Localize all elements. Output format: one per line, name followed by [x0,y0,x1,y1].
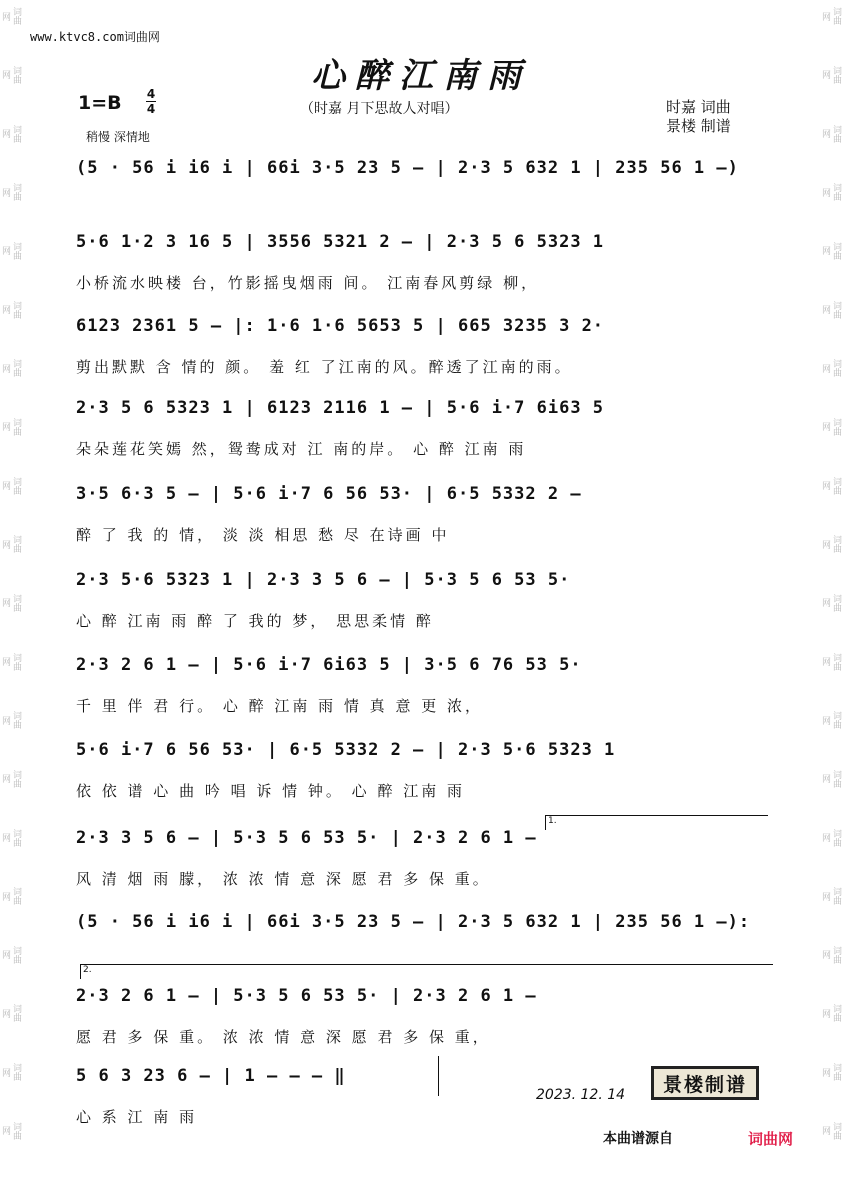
lyrics-line: 心 系 江 南 雨 [76,1108,198,1126]
final-barline [438,1056,443,1096]
watermark-text: 词曲网 [820,359,841,378]
score-row [76,484,772,548]
jianpu-notes: (5 · 56 i i6 i | 66i 3·5 23 5 – | 2·3 5 632 1 | 235 56 1 –) [76,158,739,178]
watermark-text: 词曲网 [0,887,21,906]
jianpu-notes: 6123 2361 5 – |: 1·6 1·6 5653 5 | 665 3235 3 2· [76,316,605,336]
tempo-marking: 稍慢 深情地 [86,130,150,144]
watermark-text: 词曲网 [820,241,841,260]
watermark-text: 词曲网 [820,65,841,84]
lyrics-line: 心 醉 江南 雨 醉 了 我的 梦， 思思柔情 醉 [76,612,434,630]
watermark-text: 词曲网 [0,300,21,319]
watermark-text: 词曲网 [820,1121,841,1140]
watermark-text: 词曲网 [820,7,841,26]
score-row [76,828,772,892]
jianpu-notes: 2·3 2 6 1 – | 5·6 i·7 6i63 5 | 3·5 6 76 53 5· [76,655,582,675]
score-row [76,570,772,634]
watermark-text: 词曲网 [0,65,21,84]
meter-top: 4 [146,87,156,101]
watermark-text: 词曲网 [0,535,21,554]
right-watermark-column [820,0,840,1177]
watermark-text: 词曲网 [0,359,21,378]
watermark-text: 词曲网 [820,828,841,847]
jianpu-notes: 2·3 5·6 5323 1 | 2·3 3 5 6 – | 5·3 5 6 53 5· [76,570,571,590]
lyrics-line: 朵朵莲花笑嫣 然，鸳鸯成对 江 南的岸。 心 醉 江南 雨 [76,440,527,458]
watermark-text: 词曲网 [0,652,21,671]
watermark-text: 词曲网 [820,887,841,906]
source-label: 本曲谱源自 [603,1131,673,1147]
source-brand-link[interactable]: 词曲网 [748,1130,794,1148]
watermark-text: 词曲网 [820,1063,841,1082]
watermark-text: 词曲网 [820,183,841,202]
lyrics-line: 剪出默默 含 情的 颜。 羞 红 了江南的风。醉透了江南的雨。 [76,358,573,376]
watermark-text: 词曲网 [820,417,841,436]
score-row [76,655,772,719]
site-header[interactable]: www.ktvc8.com词曲网 [30,30,160,44]
jianpu-notes: 3·5 6·3 5 – | 5·6 i·7 6 56 53· | 6·5 5332 2 – [76,484,582,504]
watermark-text: 词曲网 [820,1004,841,1023]
watermark-text: 词曲网 [0,1063,21,1082]
watermark-text: 词曲网 [0,769,21,788]
watermark-text: 词曲网 [0,183,21,202]
lyrics-line: 醉 了 我 的 情， 淡 淡 相思 愁 尽 在诗画 中 [76,526,450,544]
watermark-text: 词曲网 [0,241,21,260]
watermark-text: 词曲网 [0,711,21,730]
time-signature [146,88,156,115]
score-row [76,398,772,462]
watermark-text: 词曲网 [0,593,21,612]
date: 2023. 12. 14 [536,1087,626,1103]
watermark-text: 词曲网 [820,124,841,143]
watermark-text: 词曲网 [0,476,21,495]
watermark-text: 词曲网 [0,124,21,143]
watermark-text: 词曲网 [820,652,841,671]
watermark-text: 词曲网 [820,300,841,319]
transcriber-stamp: 景楼制谱 [651,1066,759,1100]
score-row [76,986,772,1050]
performer-subtitle: （时嘉 月下思故人对唱） [300,101,459,117]
watermark-text: 词曲网 [820,769,841,788]
jianpu-notes: 5·6 i·7 6 56 53· | 6·5 5332 2 – | 2·3 5·6 5323 1 [76,740,616,760]
jianpu-notes: 2·3 2 6 1 – | 5·3 5 6 53 5· | 2·3 2 6 1 – [76,986,537,1006]
score-row [76,316,772,380]
watermark-text: 词曲网 [0,7,21,26]
watermark-text: 词曲网 [0,1121,21,1140]
jianpu-notes: 5·6 1·2 3 16 5 | 3556 5321 2 – | 2·3 5 6 5323 1 [76,232,605,252]
lyrics-line: 风 清 烟 雨 朦， 浓 浓 情 意 深 愿 君 多 保 重。 [76,870,491,888]
lyrics-line: 千 里 伴 君 行。 心 醉 江南 雨 情 真 意 更 浓， [76,697,483,715]
lyrics-line: 依 依 谱 心 曲 吟 唱 诉 情 钟。 心 醉 江南 雨 [76,782,465,800]
jianpu-notes: 2·3 5 6 5323 1 | 6123 2116 1 – | 5·6 i·7 6i63 5 [76,398,605,418]
watermark-text: 词曲网 [0,828,21,847]
jianpu-notes: (5 · 56 i i6 i | 66i 3·5 23 5 – | 2·3 5 632 1 | 235 56 1 –): [76,912,751,932]
watermark-text: 词曲网 [0,1004,21,1023]
watermark-text: 词曲网 [820,535,841,554]
meter-bottom: 4 [146,102,156,116]
watermark-text: 词曲网 [0,417,21,436]
left-watermark-column [0,0,20,1177]
watermark-text: 词曲网 [820,945,841,964]
jianpu-notes: 5 6 3 23 6 – | 1 – – – ‖ [76,1066,346,1086]
second-ending-bracket: 2. [80,964,773,979]
lyrics-line: 小桥流水映楼 台，竹影摇曳烟雨 间。 江南春风剪绿 柳， [76,274,540,292]
jianpu-notes: 2·3 3 5 6 – | 5·3 5 6 53 5· | 2·3 2 6 1 – [76,828,537,848]
watermark-text: 词曲网 [820,711,841,730]
first-ending-bracket: 1. [545,815,768,830]
score-row [76,740,772,804]
credit-transcriber: 景楼 制谱 [666,117,731,135]
credit-lyrics-music: 时嘉 词曲 [666,98,731,116]
watermark-text: 词曲网 [820,593,841,612]
score-row [76,158,772,222]
song-title: 心醉江南雨 [311,56,531,96]
watermark-text: 词曲网 [0,945,21,964]
lyrics-line: 愿 君 多 保 重。 浓 浓 情 意 深 愿 君 多 保 重， [76,1028,491,1046]
watermark-text: 词曲网 [820,476,841,495]
key-signature: 1=B [78,92,122,114]
score-row [76,232,772,296]
